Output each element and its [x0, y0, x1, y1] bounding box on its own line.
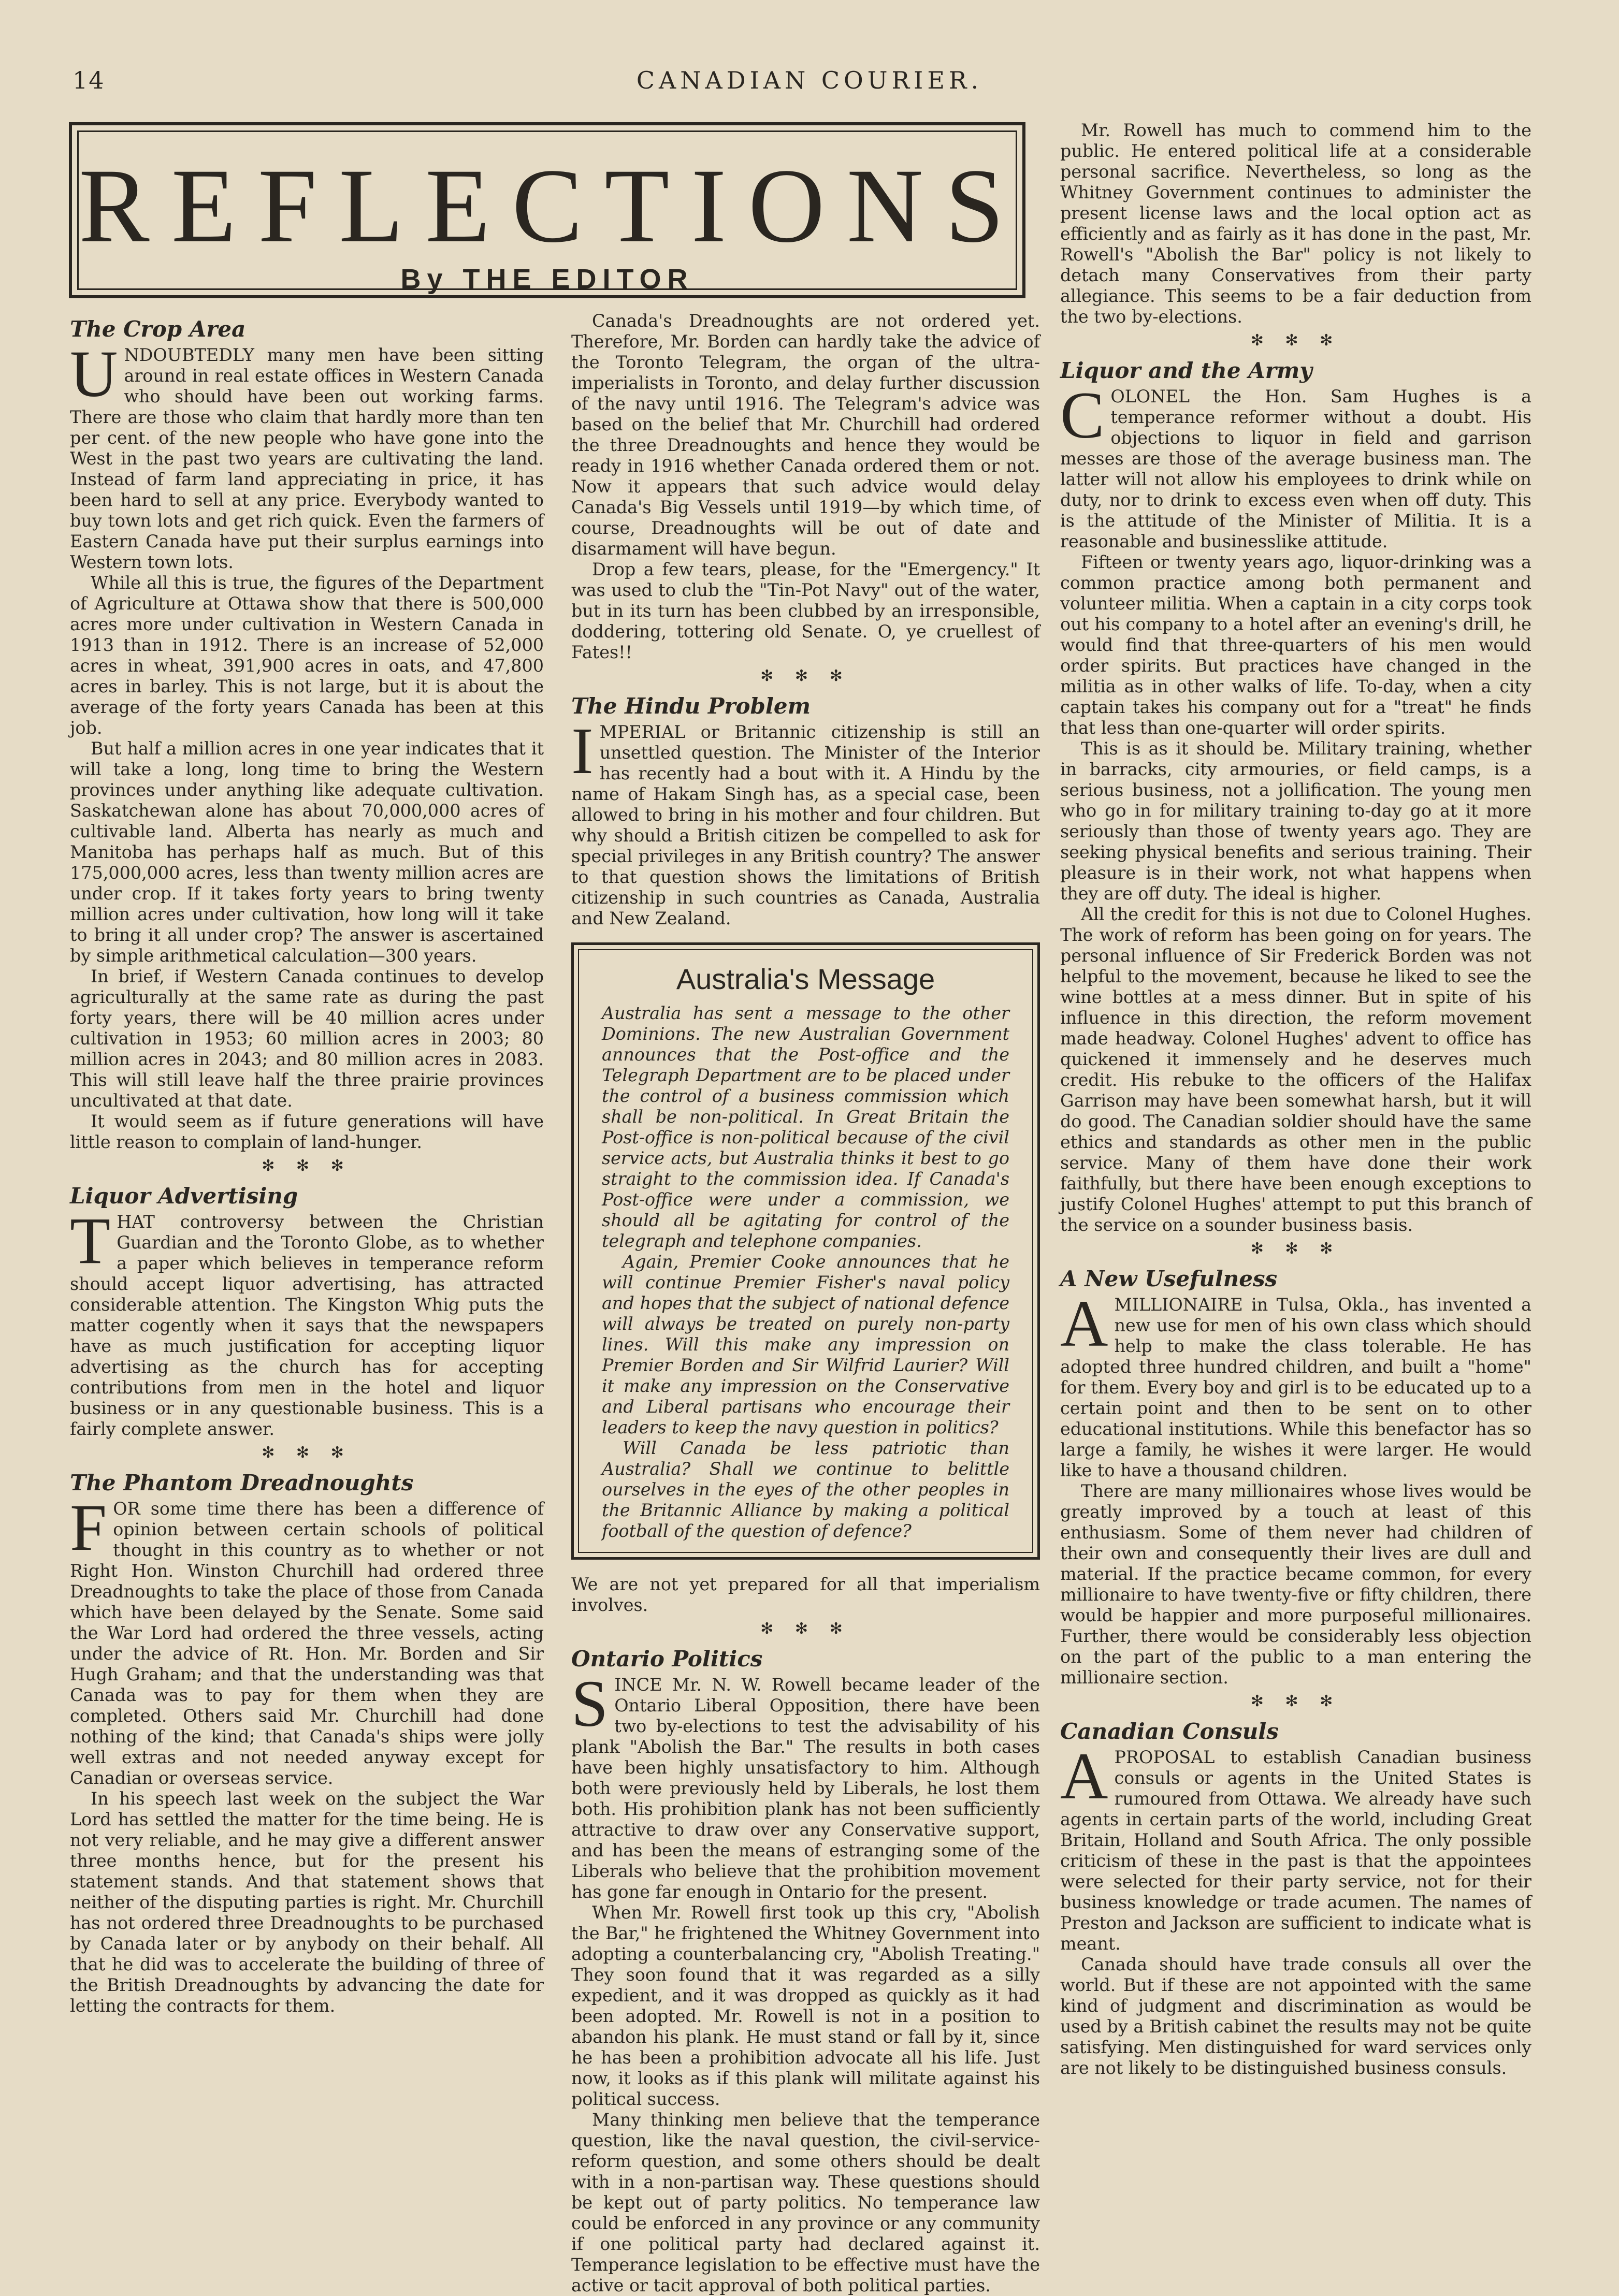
section-divider-ornament: ✻ ✻ ✻	[262, 1157, 352, 1175]
section-divider-ornament: ✻ ✻ ✻	[1250, 1692, 1341, 1710]
article-paragraph: Many thinking men believe that the temperance question, like the naval question, the civil-service-reform question, and some others should be dealt with in a non-partisan way. These questions should be kept out of party politics. No temperance law could be enforced in any province or any community if one political party had declared against it. Temperance legislation to be effective must have the active or tacit approval of both political parties.	[571, 2110, 1040, 2295]
article-canadian-consuls	[1060, 1719, 1531, 2079]
masthead-inner-frame	[77, 130, 1026, 295]
section-divider-ornament: ✻ ✻ ✻	[262, 1444, 352, 1462]
article-heading: A New Usefulness	[1060, 1266, 1278, 1291]
article-ontario-politics	[571, 1647, 1040, 2296]
article-paragraph: It would seem as if future generations will have little reason to complain of land-hunger.	[70, 1111, 544, 1152]
article-ontario-politics-continued	[1060, 120, 1531, 327]
article-paragraph: Mr. Rowell has much to commend him to the public. He entered political life at a considerable personal sacrifice. Nevertheless, so long as the Whitney Government continues to administer the present license laws and the local option act as efficiently and as fairly as it has done in the past, Mr. Rowell's "Abolish the Bar" policy is not likely to detach many Conservatives from their party allegiance. This seems to be a fair deduction from the two by-elections.	[1060, 120, 1531, 327]
article-heading: Liquor Advertising	[70, 1183, 298, 1209]
column-3	[1060, 120, 1531, 2079]
article-paragraph: SINCE Mr. N. W. Rowell became leader of the Ontario Liberal Opposition, there have been two by-elections to test the advisability of his plank "Abolish the Bar." The results in both cases have been highly unsatisfactory to him. Although both were previously held by Liberals, he lost them both. His prohibition plank has not been sufficiently attractive to draw over any Conservative support, and has been the means of estranging some of the Liberals who believe that the prohibition movement has gone far enough in Ontario for the present.	[571, 1667, 1040, 1902]
article-paragraph: Fifteen or twenty years ago, liquor-drinking was a common practice among both permanent and volunteer militia. When a captain in a city corps took out his company to a hotel after an evening's drill, he would find that three-quarters of his men would order spirits. But practices have changed in the militia as in other walks of life. To-day, when a city captain takes his company out for a "treat" he finds that less than one-quarter will order spirits.	[1060, 552, 1531, 738]
drop-cap: F	[70, 1491, 107, 1564]
drop-cap: A	[1060, 1287, 1108, 1360]
article-paragraph: All the credit for this is not due to Colonel Hughes. The work of reform has been going on for years. The personal influence of Sir Frederick Borden was not helpful to the movement, because he liked to see the wine bottles at a mess dinner. But in spite of his influence in this direction, the reform movement made headway. Colonel Hughes' advent to office has quickened it immensely and he deserves much credit. His rebuke to the officers of the Halifax Garrison may have been somewhat harsh, but it will do good. The Canadian soldier should have the same ethics and standards as other men in the public service. Many of them have done their work faithfully, but there have been enough exceptions to justify Colonel Hughes' attempt to put this branch of the service on a sounder business basis.	[1060, 904, 1531, 1235]
page-number: 14	[73, 66, 105, 94]
australia-message-inner-frame	[578, 949, 1033, 1553]
article-paragraph: But half a million acres in one year indicates that it will take a long, long time to bring the Western provinces under anything like adequate cultivation. Saskatchewan alone has about 70,000,000 acres of cultivable land. Alberta has nearly as much and Manitoba has perhaps half as much. But of this 175,000,000 acres, less than twenty million acres are under crop. If it takes forty years to bring twenty million acres under cultivation, how long will it take to bring it all under crop? The answer is ascertained by simple arithmetical calculation—300 years.	[70, 738, 544, 966]
article-paragraph: FOR some time there has been a difference of opinion between certain schools of political thought in this country as to whether or not Right Hon. Winston Churchill had ordered three Dreadnoughts to take the place of those from Canada which have been delayed by the Senate. Some said the War Lord had ordered the three vessels, acting under the advice of Rt. Hon. Mr. Borden and Sir Hugh Graham; and that the understanding was that Canada was to pay for them when they are completed. Others said Mr. Churchill had done nothing of the kind; that Canada's ships were jolly well extras and not needed anyway except for Canadian or overseas service.	[70, 1491, 544, 1788]
article-new-usefulness	[1060, 1267, 1531, 1688]
drop-cap: S	[571, 1667, 609, 1740]
masthead-title: REFLECTIONS	[79, 147, 1026, 265]
sidebar-paragraph: Will Canada be less patriotic than Australia? Shall we continue to belittle ourselves in the eyes of the other peoples in the Britannic Alliance by making a political football of the question of defence?	[602, 1438, 1009, 1541]
article-liquor-advertising	[70, 1184, 544, 1440]
masthead-byline: By THE EDITOR	[400, 264, 694, 295]
article-heading: Canadian Consuls	[1060, 1719, 1279, 1744]
article-heading: The Phantom Dreadnoughts	[70, 1470, 414, 1495]
publication-name: CANADIAN COURIER.	[636, 66, 983, 94]
article-paragraph: In his speech last week on the subject the War Lord has settled the matter for the time being. He is not very reliable, and he may give a different answer three months hence, but for the present his statement stands. And that statement shows that neither of the disputing parties is right. Mr. Churchill has not ordered three Dreadnoughts to be purchased by Canada later or by anybody on their behalf. All that he did was to accelerate the building of three of the British Dreadnoughts by advancing the date for letting the contracts for them.	[70, 1789, 544, 2016]
drop-cap: T	[70, 1204, 111, 1277]
article-paragraph: This is as it should be. Military training, whether in barracks, city armouries, or field camps, is a serious business, not a jollification. The young men who go in for military training to-day go at it more seriously than those of twenty years ago. They are seeking physical benefits and serious training. Their pleasure is in their work, not what happens when they are off duty. The ideal is higher.	[1060, 738, 1531, 904]
column-1	[70, 317, 544, 2016]
drop-cap: A	[1060, 1739, 1108, 1813]
sidebar-paragraph: Again, Premier Cooke announces that he will continue Premier Fisher's naval policy and hopes that the subject of national defence will always be treated on purely non-party lines. Will this make any impression on Premier Borden and Sir Wilfrid Laurier? Will it make any impression on the Conservative and Liberal partisans who encourage their leaders to keep the navy question in politics?	[602, 1252, 1009, 1437]
section-divider-ornament: ✻ ✻ ✻	[1250, 331, 1341, 350]
article-paragraph: COLONEL the Hon. Sam Hughes is a temperance reformer without a doubt. His objections to liquor in field and garrison messes are those of the average business man. The latter will not allow his employees to drink while on duty, nor to drink to excess even when off duty. This is the attitude of the Minister of Militia. It is a reasonable and businesslike attitude.	[1060, 379, 1531, 551]
article-heading: The Hindu Problem	[571, 693, 811, 719]
article-heading: The Crop Area	[70, 316, 246, 342]
masthead-box	[69, 122, 1025, 298]
article-paragraph: UNDOUBTEDLY many men have been sitting around in real estate offices in Western Canada who should have been out working farms. There are those who claim that hardly more than ten per cent. of the new people who have gone into the West in the past two years are cultivating the land. Instead of farm land appreciating in price, it has been hard to sell at any price. Everybody wanted to buy town lots and get rich quick. Even the farmers of Eastern Canada have put their surplus earnings into Western town lots.	[70, 337, 544, 572]
article-heading: Ontario Politics	[571, 1646, 763, 1672]
article-paragraph: In brief, if Western Canada continues to develop agriculturally at the same rate as during the past forty years, there will be 40 million acres under cultivation in 1953; 60 million acres in 2003; 80 million acres in 2043; and 80 million acres in 2083. This will still leave half the three prairie provinces uncultivated at that date.	[70, 966, 544, 1111]
article-liquor-and-army	[1060, 358, 1531, 1236]
article-paragraph: While all this is true, the figures of the Department of Agriculture at Ottawa show that there is 500,000 acres more under cultivation in Western Canada in 1913 than in 1912. There is an increase of 52,000 acres in wheat, 391,900 acres in oats, and 47,800 acres in barley. This is not large, but it is about the average of the forty years Canada has been at this job.	[70, 573, 544, 738]
article-phantom-dreadnoughts-continued	[571, 311, 1040, 663]
column-2	[571, 311, 1040, 2296]
article-crop-area	[70, 317, 544, 1153]
article-heading: Liquor and the Army	[1060, 358, 1312, 383]
section-divider-ornament: ✻ ✻ ✻	[1250, 1240, 1341, 1258]
drop-cap: C	[1060, 379, 1105, 452]
article-paragraph: Drop a few tears, please, for the "Emergency." It was used to club the "Tin-Pot Navy" out of the water, but in its turn has been clubbed by an irresponsible, doddering, tottering old Senate. O, ye cruellest of Fates!!	[571, 559, 1040, 662]
drop-cap: U	[70, 337, 118, 411]
drop-cap: I	[571, 714, 594, 788]
sidebar-heading: Australia's Message	[676, 963, 935, 995]
article-paragraph: THAT controversy between the Christian Guardian and the Toronto Globe, as to whether a paper which believes in temperance reform should accept liquor advertising, has attracted considerable attention. The Kingston Whig puts the matter cogently when it says that the newspapers have as much justification for accepting liquor advertising as the church has for accepting contributions from men in the hotel and liquor business or in any questionable business. This is a fairly complete answer.	[70, 1204, 544, 1439]
running-header	[73, 66, 1546, 97]
article-paragraph: There are many millionaires whose lives would be greatly improved by a touch at least of this enthusiasm. Some of them never had children of their own and consequently their lives are dull and material. If the practice became common, for every millionaire to have twenty-five or fifty children, there would be happier and more purposeful millionaires. Further, there would be considerably less objection on the part of the public to a man entering the millionaire section.	[1060, 1481, 1531, 1688]
article-paragraph: IMPERIAL or Britannic citizenship is still an unsettled question. The Minister of the Interior has recently had a bout with it. A Hindu by the name of Hakam Singh has, as a special case, been allowed to bring in his mother and four children. But why should a British citizen be compelled to ask for special privileges in any British country? The answer to that question shows the limitations of British citizenship in such countries as Canada, Australia and New Zealand.	[571, 714, 1040, 928]
article-paragraph: Canada's Dreadnoughts are not ordered yet. Therefore, Mr. Borden can hardly take the advice of the Toronto Telegram, the organ of the ultra-imperialists in Toronto, and delay further discussion of the navy until 1916. The Telegram's advice was based on the belief that Mr. Churchill had ordered the three Dreadnoughts and hence they would be ready in 1916 whether Canada ordered them or not. Now it appears that such advice would delay Canada's Big Vessels until 1919—by which time, of course, Dreadnoughts will be out of date and disarmament will have begun.	[571, 311, 1040, 559]
article-paragraph: Canada should have trade consuls all over the world. But if these are not appointed with the same kind of judgment and discrimination as would be used by a British cabinet the results may not be quite satisfying. Men distinguished for ward services only are not likely to be distinguished business consuls.	[1060, 1954, 1531, 2078]
section-divider-ornament: ✻ ✻ ✻	[760, 667, 851, 685]
sidebar-paragraph: Australia has sent a message to the other Dominions. The new Australian Government announces that the Post-office and the Telegraph Department are to be placed under the control of a business commission which shall be non-political. In Great Britain the Post-office is non-political because of the civil service acts, but Australia thinks it best to go straight to the commission idea. If Canada's Post-office were under a commission, we should all be agitating for control of the telegraph and telephone companies.	[602, 1003, 1009, 1251]
australia-message-box	[571, 942, 1040, 1560]
section-divider-ornament: ✻ ✻ ✻	[760, 1620, 851, 1638]
article-hindu-problem	[571, 694, 1040, 929]
article-paragraph: When Mr. Rowell first took up this cry, "Abolish the Bar," he frightened the Whitney Government into adopting a counterbalancing cry, "Abolish Treating." They soon found that it was regarded as a silly expedient, and it was dropped as quickly as it had been adopted. Mr. Rowell is not in a position to abandon his plank. He must stand or fall by it, since he has been a prohibition advocate all his life. Just now, it looks as if this plank will militate against his political success.	[571, 1902, 1040, 2109]
article-paragraph: APROPOSAL to establish Canadian business consuls or agents in the United States is rumoured from Ottawa. We already have such agents in certain parts of the world, including Great Britain, Holland and South Africa. The only possible criticism of these in the past is that the appointees were selected for their party service, not for their business knowledge or trade acumen. The names of Preston and Jackson are sufficient to indicate what is meant.	[1060, 1739, 1531, 1954]
article-paragraph: AMILLIONAIRE in Tulsa, Okla., has invented a new use for men of his own class which should help to make the class tolerable. He has adopted three hundred children, and built a "home" for them. Every boy and girl is to be educated up to a certain point and then to be sent on to other educational institutions. While this benefactor has so large a family, he wishes it were larger. He would like to have a thousand children.	[1060, 1287, 1531, 1480]
article-phantom-dreadnoughts	[70, 1471, 544, 2016]
imperialism-note: We are not yet prepared for all that imperialism involves.	[571, 1574, 1040, 1615]
